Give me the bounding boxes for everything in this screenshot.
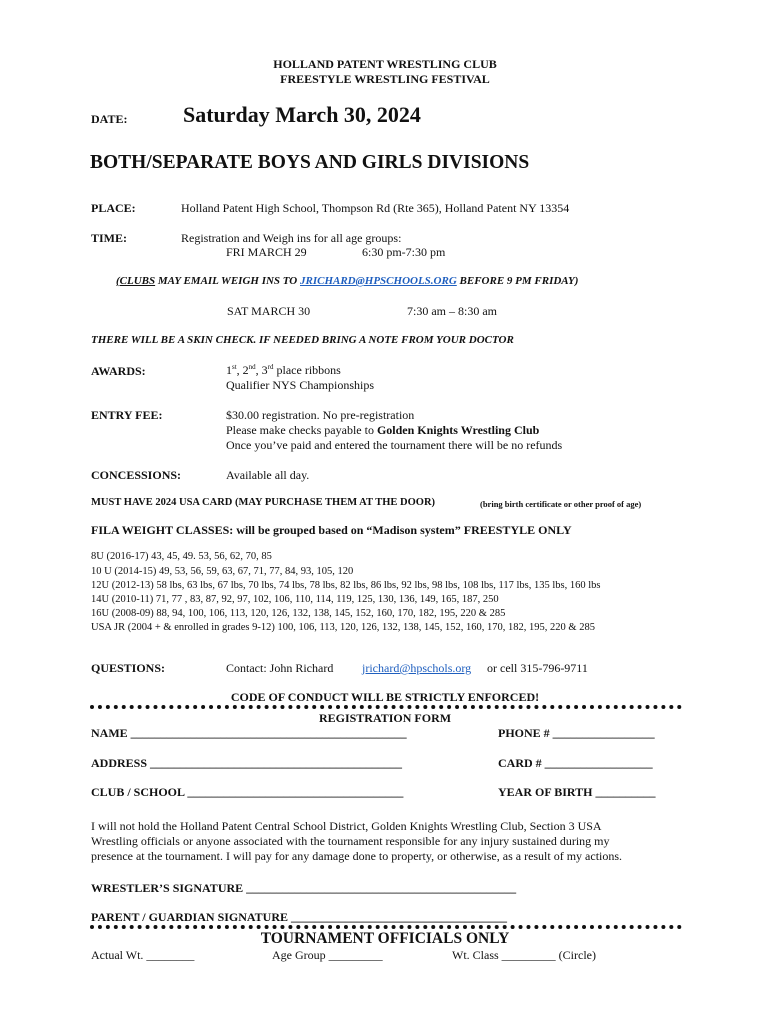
actual-weight-field[interactable]: Actual Wt. ________ (91, 948, 195, 962)
awards-p1-sup: st (232, 363, 237, 371)
concessions-value: Available all day. (226, 468, 310, 482)
dotted-divider (90, 705, 682, 709)
weight-class-row: 12U (2012-13) 58 lbs, 63 lbs, 67 lbs, 70 lbs, 74 lbs, 78 lbs, 82 lbs, 86 lbs, 92 lbs, 98 lbs, 108 lbs, 117 lbs, 135 lbs, 160 lbs (91, 580, 601, 591)
clubs-deadline: BEFORE 9 PM FRIDAY) (456, 275, 579, 287)
weight-class-field[interactable]: Wt. Class _________ (Circle) (452, 948, 596, 962)
clubs-text: MAY EMAIL WEIGH INS TO (155, 275, 300, 287)
skin-check-notice: THERE WILL BE A SKIN CHECK. IF NEEDED BRING A NOTE FROM YOUR DOCTOR (91, 334, 514, 346)
place-label: PLACE: (91, 201, 136, 215)
weight-class-row: 8U (2016-17) 43, 45, 49. 53, 56, 62, 70, 85 (91, 551, 272, 562)
wrestler-signature-field[interactable]: WRESTLER’S SIGNATURE _____________________________________________ (91, 881, 517, 895)
concessions-label: CONCESSIONS: (91, 468, 182, 482)
awards-p3: , 3 (255, 363, 268, 377)
entry-fee-label: ENTRY FEE: (91, 408, 163, 422)
weight-class-row: USA JR (2004 + & enrolled in grades 9-12) 100, 106, 113, 120, 126, 132, 138, 145, 152, 160, 170, 182, 195, 220 & 285 (91, 622, 595, 633)
club-title: HOLLAND PATENT WRESTLING CLUB (273, 57, 497, 71)
clubs-word: (CLUBS (116, 275, 156, 287)
parent-signature-field[interactable]: PARENT / GUARDIAN SIGNATURE ____________________________________ (91, 910, 508, 924)
age-group-field[interactable]: Age Group _________ (272, 948, 383, 962)
awards-p2: , 2 (236, 363, 249, 377)
address-field[interactable]: ADDRESS __________________________________________ (91, 756, 403, 770)
registration-form-title: REGISTRATION FORM (318, 711, 452, 725)
friday-time: 6:30 pm-7:30 pm (362, 245, 446, 259)
clubs-email-link[interactable]: JRICHARD@HPSCHOOLS.ORG (300, 275, 457, 287)
awards-ribbons (226, 363, 341, 378)
place-value: Holland Patent High School, Thompson Rd (Rte 365), Holland Patent NY 13354 (181, 201, 570, 215)
card-field[interactable]: CARD # __________________ (498, 756, 653, 770)
year-of-birth-field[interactable]: YEAR OF BIRTH __________ (498, 785, 656, 799)
questions-cell: or cell 315-796-9711 (487, 661, 588, 675)
weight-class-row: 16U (2008-09) 88, 94, 100, 106, 113, 120, 126, 132, 138, 145, 152, 160, 170, 182, 195, 220 & 285 (91, 608, 506, 619)
divisions-heading: BOTH/SEPARATE BOYS AND GIRLS DIVISIONS (90, 152, 530, 173)
questions-label: QUESTIONS: (91, 661, 166, 675)
entry-fee-refunds: Once you’ve paid and entered the tournament there will be no refunds (226, 438, 563, 452)
usa-card-requirement: MUST HAVE 2024 USA CARD (MAY PURCHASE THEM AT THE DOOR) (91, 497, 436, 508)
weight-class-row: 10 U (2014-15) 49, 53, 56, 59, 63, 67, 71, 77, 84, 93, 105, 120 (91, 566, 354, 577)
waiver-line: Wrestling officials or anyone associated with the tournament responsible for any injury sustained during my (91, 834, 610, 848)
awards-p3-sup: rd (267, 363, 274, 371)
entry-fee-amount: $30.00 registration. No pre-registration (226, 408, 415, 422)
saturday-day: SAT MARCH 30 (227, 304, 311, 318)
questions-contact: Contact: John Richard (226, 661, 334, 675)
waiver-line: presence at the tournament. I will pay for any damage done to property, or otherwise, as a result of my actions. (91, 849, 623, 863)
awards-tail: place ribbons (273, 363, 341, 377)
awards-label: AWARDS: (91, 364, 146, 378)
awards-p1: 1 (226, 363, 232, 377)
saturday-time: 7:30 am – 8:30 am (407, 304, 497, 318)
club-school-field[interactable]: CLUB / SCHOOL ____________________________________ (91, 785, 404, 799)
time-intro: Registration and Weigh ins for all age groups: (181, 231, 402, 245)
clubs-weigh-in-note (116, 275, 578, 287)
payable-text: Please make checks payable to (226, 423, 377, 437)
date-label: DATE: (91, 112, 128, 126)
payable-club: Golden Knights Wrestling Club (376, 423, 540, 437)
code-of-conduct-notice: CODE OF CONDUCT WILL BE STRICTLY ENFORCED! (230, 690, 540, 704)
event-title: FREESTYLE WRESTLING FESTIVAL (280, 72, 490, 86)
entry-fee-payable (226, 423, 539, 438)
time-label: TIME: (91, 231, 127, 245)
awards-qualifier: Qualifier NYS Championships (226, 378, 374, 392)
usa-card-proof-note: (bring birth certificate or other proof of age) (480, 499, 642, 509)
weight-class-row: 14U (2010-11) 71, 77 , 83, 87, 92, 97, 102, 106, 110, 114, 119, 125, 130, 136, 149, 165, 187, 250 (91, 594, 499, 605)
event-date: Saturday March 30, 2024 (183, 102, 421, 127)
weight-classes-title: FILA WEIGHT CLASSES: will be grouped based on “Madison system” FREESTYLE ONLY (91, 523, 572, 537)
friday-day: FRI MARCH 29 (226, 245, 307, 259)
awards-p2-sup: nd (248, 363, 256, 371)
dotted-divider (90, 925, 682, 929)
phone-field[interactable]: PHONE # _________________ (498, 726, 655, 740)
name-field[interactable]: NAME ______________________________________________ (91, 726, 407, 740)
waiver-line: I will not hold the Holland Patent Central School District, Golden Knights Wrestling Club, Section 3 USA (91, 819, 602, 833)
officials-heading: TOURNAMENT OFFICIALS ONLY (260, 930, 510, 947)
questions-email-link[interactable]: jrichard@hpschols.org (362, 661, 472, 675)
